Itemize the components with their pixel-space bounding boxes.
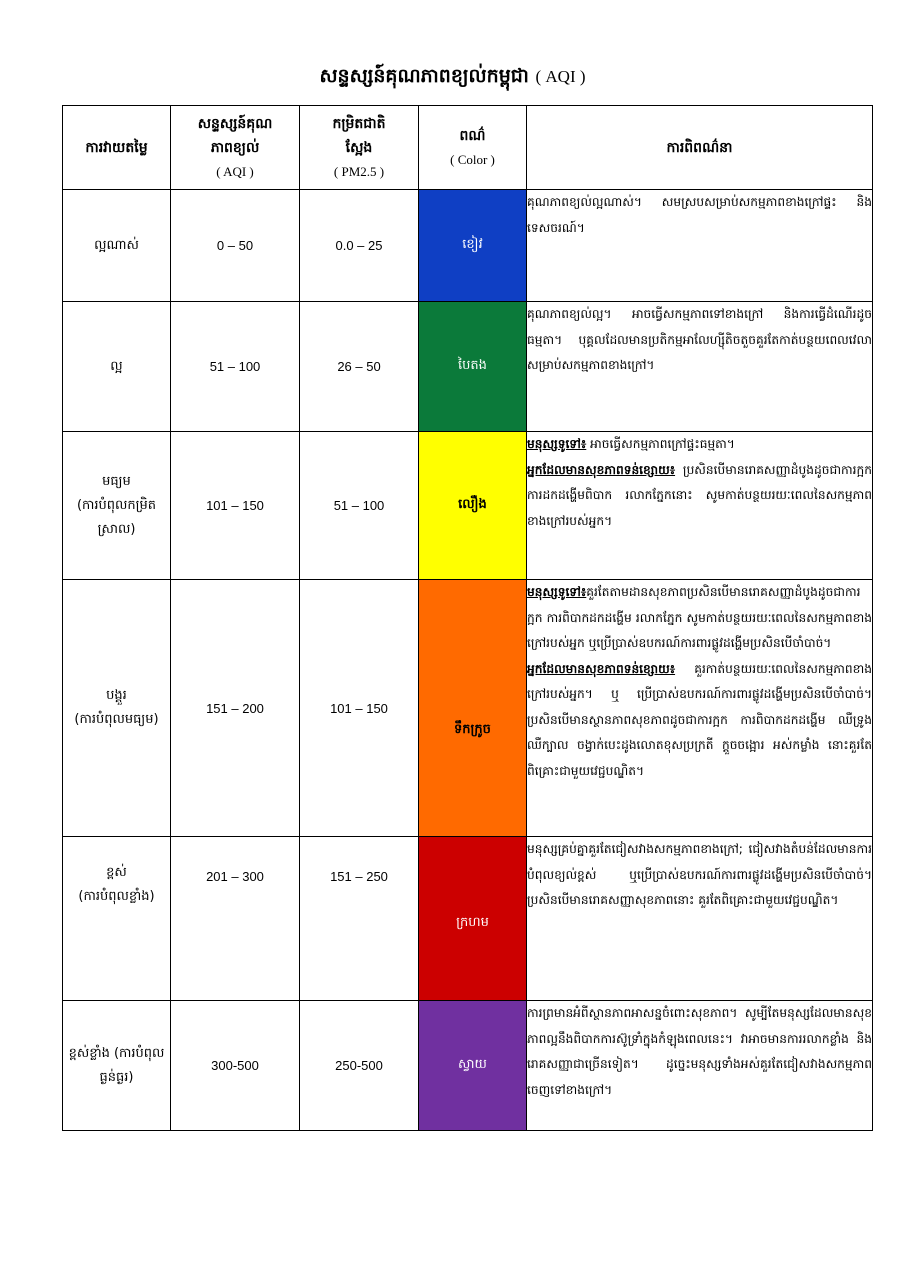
- pm25-range-cell: 51 – 100: [300, 432, 419, 580]
- level-cell: មធ្យម (ការបំពុលកម្រិតស្រាល): [63, 432, 171, 580]
- table-row: [63, 190, 873, 302]
- header-pm25: កម្រិតជាតិស្អែង ( PM2.5 ): [300, 106, 419, 190]
- aqi-range-cell: 101 – 150: [171, 432, 300, 580]
- color-swatch-orange: ទឹកក្រូច: [419, 580, 527, 837]
- title-main: សន្ទស្សន៍គុណភាពខ្យល់កម្ពុជា: [319, 65, 529, 87]
- pm25-range-cell: 151 – 250: [300, 837, 419, 1001]
- description-cell: មនុស្សគ្រប់គ្នាគួរតែជៀសវាងសកម្មភាពខាងក្រៅ; ជៀសវាងតំបន់ដែលមានការបំពុលខ្យល់ខ្ពស់ ឬប្រើប្រាស់ឧបករណ៍ការពារផ្លូវដង្ហើមប្រសិនបើចាំបាច់។ ប្រសិនបើមានរោគសញ្ញាសុខភាពនោះ គួរតែពិគ្រោះជាមួយវេជ្ជបណ្ឌិត។: [527, 837, 873, 1001]
- pm25-range-cell: 0.0 – 25: [300, 190, 419, 302]
- header-aqi: សន្ទស្សន៍គុណភាពខ្យល់ ( AQI ): [171, 106, 300, 190]
- header-row: [63, 106, 873, 190]
- description-cell: គុណភាពខ្យល់ល្អណាស់។ សមស្របសម្រាប់សកម្មភាពខាងក្រៅផ្ទះ និងទេសចរណ៍។: [527, 190, 873, 302]
- description-cell: ការព្រមានអំពីស្ថានភាពអាសន្នចំពោះសុខភាព។ សូម្បីតែមនុស្សដែលមានសុខភាពល្អនឹងពិបាកការស៊ូទ្រាំក្នុងកំឡុងពេលនេះ។ វាអាចមានការរលាកខ្លាំង និងរោគសញ្ញាជាច្រើនទៀត។ ដូច្នេះមនុស្សទាំងអស់គួរតែជៀសវាងសកម្មភាពចេញទៅខាងក្រៅ។: [527, 1001, 873, 1131]
- general-public-label: មនុស្សទូទៅ៖: [527, 585, 587, 599]
- description-cell: មនុស្សទូទៅ៖គួរតែតាមដានសុខភាពប្រសិនបើមានរោគសញ្ញាដំបូងដូចជាការក្អក ការពិបាកដកដង្ហើម រលាកភ្នែក សូមកាត់បន្ថយរយៈពេលនៃសកម្មភាពខាងក្រៅរបស់អ្នក ឬប្រើប្រាស់ឧបករណ៍ការពារផ្លូវដង្ហើមប្រសិនបើចាំបាច់។ អ្នកដែលមានសុខភាពទន់ខ្សោយ៖ គួរកាត់បន្ថយរយៈពេលនៃសកម្មភាពខាងក្រៅរបស់អ្នក។ ឬ ប្រើប្រាស់ឧបករណ៍ការពារផ្លូវដង្ហើមប្រសិនបើចាំបាច់។ ប្រសិនបើមានស្ថានភាពសុខភាពដូចជាការក្អក ការពិបាកដកដង្ហើម ឈឺទ្រូង ឈឺក្បាល ចង្វាក់បេះដូងលោតខុសប្រក្រតី ក្តួចចង្អោរ អស់កម្លាំង នោះគួរតែពិគ្រោះជាមួយវេជ្ជបណ្ឌិត។: [527, 580, 873, 837]
- color-swatch-blue: ខៀវ: [419, 190, 527, 302]
- color-swatch-red: ក្រហម: [419, 837, 527, 1001]
- aqi-range-cell: 0 – 50: [171, 190, 300, 302]
- table-row: [63, 302, 873, 432]
- title-abbr: ( AQI ): [535, 67, 586, 86]
- table-row: [63, 432, 873, 580]
- sensitive-group-label: អ្នកដែលមានសុខភាពទន់ខ្សោយ៖: [527, 462, 676, 477]
- header-category: ការវាយតម្លៃ: [63, 106, 171, 190]
- description-cell: គុណភាពខ្យល់ល្អ។ អាចធ្វើសកម្មភាពទៅខាងក្រៅ និងការធ្វើដំណើរដូចធម្មតា។ បុគ្គលដែលមានប្រតិកម្មអាលែហ្ស៊ីតិចតួចគួរតែកាត់បន្ថយពេលវេលាសម្រាប់សកម្មភាពខាងក្រៅ។: [527, 302, 873, 432]
- level-cell: បង្គួរ (ការបំពុលមធ្យម): [63, 580, 171, 837]
- table-row: [63, 580, 873, 837]
- aqi-range-cell: 201 – 300: [171, 837, 300, 1001]
- level-cell: ខ្ពស់ខ្លាំង (ការបំពុលធ្ងន់ធ្ងរ): [63, 1001, 171, 1131]
- level-cell: ខ្ពស់ (ការបំពុលខ្លាំង): [63, 837, 171, 1001]
- sensitive-group-label: អ្នកដែលមានសុខភាពទន់ខ្សោយ៖: [527, 661, 676, 676]
- table-row: [63, 837, 873, 1001]
- pm25-range-cell: 250-500: [300, 1001, 419, 1131]
- pm25-range-cell: 101 – 150: [300, 580, 419, 837]
- aqi-table: [62, 105, 873, 1131]
- header-color: ពណ៌ ( Color ): [419, 106, 527, 190]
- color-swatch-purple: ស្វាយ: [419, 1001, 527, 1131]
- color-swatch-green: បៃតង: [419, 302, 527, 432]
- header-advice: ការពិពណ៌នា: [527, 106, 873, 190]
- aqi-range-cell: 151 – 200: [171, 580, 300, 837]
- pm25-range-cell: 26 – 50: [300, 302, 419, 432]
- level-cell: ល្អណាស់: [63, 190, 171, 302]
- table-row: [63, 1001, 873, 1131]
- general-public-label: មនុស្សទូទៅ៖: [527, 437, 587, 451]
- description-cell: មនុស្សទូទៅ៖ អាចធ្វើសកម្មភាពក្រៅផ្ទះធម្មតា។ អ្នកដែលមានសុខភាពទន់ខ្សោយ៖ ប្រសិនបើមានរោគសញ្ញាដំបូងដូចជាការក្អក ការដកដង្ហើមពិបាក រលាកភ្នែកនោះ សូមកាត់បន្ថយរយៈពេលនៃសកម្មភាពខាងក្រៅរបស់អ្នក។: [527, 432, 873, 580]
- page-title: [0, 64, 905, 92]
- aqi-range-cell: 51 – 100: [171, 302, 300, 432]
- aqi-range-cell: 300-500: [171, 1001, 300, 1131]
- color-swatch-yellow: លឿង: [419, 432, 527, 580]
- level-cell: ល្អ: [63, 302, 171, 432]
